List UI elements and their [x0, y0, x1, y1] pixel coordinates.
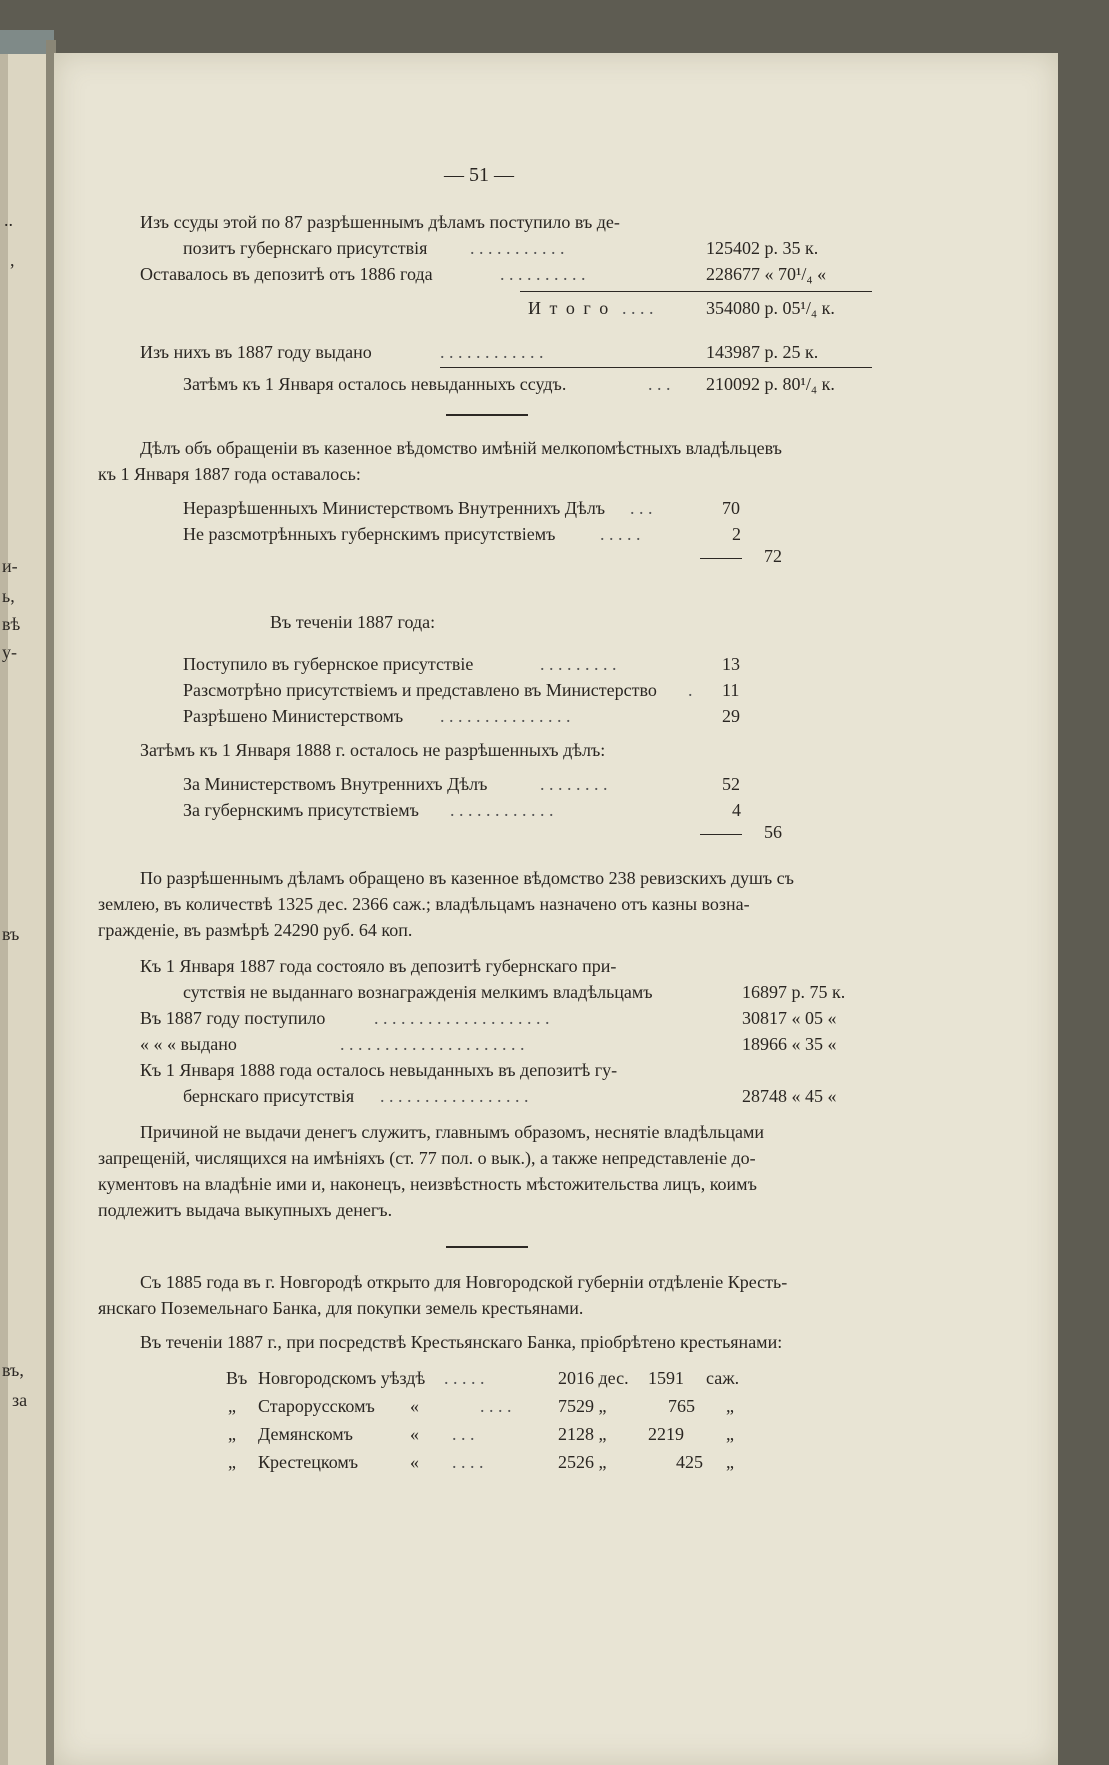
section-divider [446, 414, 528, 416]
row-ditto: « [410, 1452, 419, 1472]
cases-row-2: Не разсмотрѣнныхъ губернскимъ присутствіемъ [183, 524, 556, 544]
row-prefix: „ [228, 1396, 236, 1416]
sum-rule [520, 291, 872, 292]
row-ditto: « [410, 1396, 419, 1416]
para2-line-3: кументовъ на владѣніе ими и, наконецъ, неизвѣстность мѣстожительства лицъ, коимъ [98, 1174, 757, 1194]
deposit-line-1: Изъ ссуды этой по 87 разрѣшеннымъ дѣламъ поступило въ де- [140, 212, 620, 232]
para2-line-2: запрещеній, числящихся на имѣніяхъ (ст. 77 пол. о вык.), а также непредставленіе до- [98, 1148, 756, 1168]
dot-leader: . . . [648, 374, 671, 394]
cases-row-6: За Министерствомъ Внутреннихъ Дѣлъ [183, 774, 488, 794]
bank-line-3: Въ теченіи 1887 г., при посредствѣ Крестьянскаго Банка, пріобрѣтено крестьянами: [140, 1332, 783, 1352]
row-prefix: „ [228, 1452, 236, 1472]
row-ditto: « [410, 1424, 419, 1444]
row-desyatiny: 2016 дес. [558, 1368, 629, 1388]
cases-row-1: Неразрѣшенныхъ Министерствомъ Внутреннихъ Дѣлъ [183, 498, 606, 518]
dot-leader: . . . . . [600, 524, 641, 544]
para1-line-3: гражденіе, въ размѣрѣ 24290 руб. 64 коп. [98, 920, 413, 940]
cases-row-1-value: 70 [722, 498, 740, 518]
deposit-line-2-value: 125402 р. 35 к. [706, 238, 819, 258]
row-district: Крестецкомъ [258, 1452, 359, 1472]
row-unit: саж. [706, 1368, 740, 1388]
dot-leader: . . . [630, 498, 653, 518]
row-prefix: Въ [226, 1368, 248, 1388]
dot-leader: . . . . [480, 1396, 512, 1416]
dot-leader: . . . . . . . . . . . . [440, 342, 544, 362]
dot-leader: . . . . . . . . . . . . [450, 800, 554, 820]
row-unit: „ [726, 1452, 734, 1472]
deposit-line-2: позитъ губернскаго присутствія [183, 238, 428, 258]
reward-line-3: Въ 1887 году поступило [140, 1008, 326, 1028]
cases-row-5: Разрѣшено Министерствомъ [183, 706, 404, 726]
left-fragment: , [10, 250, 15, 270]
cases-intro-1: Дѣлъ объ обращеніи въ казенное вѣдомство имѣній мелкопомѣстныхъ владѣльцевъ [140, 438, 782, 458]
left-fragment: въ [2, 924, 20, 944]
deposit-line-3: Оставалось въ депозитѣ отъ 1886 года [140, 264, 433, 284]
reward-line-1: Къ 1 Января 1887 года состояло въ депозитѣ губернскаго при- [140, 956, 617, 976]
left-fragment: и- [2, 556, 18, 576]
row-prefix: „ [228, 1424, 236, 1444]
reward-line-6: бернскаго присутствія [183, 1086, 355, 1106]
dot-leader: . . . . [452, 1452, 484, 1472]
left-fragment: вѣ [2, 614, 21, 634]
sum-rule [700, 558, 742, 559]
cases-row-5-value: 29 [722, 706, 740, 726]
row-unit: „ [726, 1424, 734, 1444]
row-district: Старорусскомъ [258, 1396, 375, 1416]
row-sazheni: 765 [668, 1396, 695, 1416]
sum-rule [700, 834, 742, 835]
bank-line-2: янскаго Поземельнаго Банка, для покупки земель крестьянами. [98, 1298, 584, 1318]
row-sazheni: 2219 [648, 1424, 684, 1444]
dot-leader: . . . . . . . . . . [500, 264, 586, 284]
left-fragment: за [12, 1390, 28, 1410]
row-district: Демянскомъ [258, 1424, 353, 1444]
reward-line-2-value: 16897 р. 75 к. [742, 982, 846, 1002]
para1-line-2: землею, въ количествѣ 1325 дес. 2366 саж.; владѣльцамъ назначено отъ казны возна- [98, 894, 750, 914]
cases-row-6-value: 52 [722, 774, 740, 794]
deposit-line-3-value: 228677 « 70¹/₄ « [706, 264, 827, 284]
reward-line-2: сутствія не выданнаго вознагражденія мелкимъ владѣльцамъ [183, 982, 653, 1002]
dot-leader: . . . . . . . . . [540, 654, 617, 674]
dot-leader: . [688, 680, 693, 700]
total-label: И т о г о [528, 298, 611, 318]
reward-line-4: « « « выдано [140, 1034, 237, 1054]
dot-leader: . . . . . . . . . . . . . . . . . [380, 1086, 529, 1106]
reward-line-5: Къ 1 Января 1888 года осталось невыданныхъ въ депозитѣ гу- [140, 1060, 618, 1080]
deposit-line-4-value: 143987 р. 25 к. [706, 342, 819, 362]
row-district: Новгородскомъ уѣздѣ [258, 1368, 426, 1388]
dot-leader: . . . . . . . . . . . . . . . . . . . . [374, 1008, 550, 1028]
dot-leader: . . . . . . . . . . . . . . . . . . . . . [340, 1034, 525, 1054]
dot-leader: . . . . [622, 298, 654, 318]
left-fragment: въ, [2, 1360, 24, 1380]
reward-line-3-value: 30817 « 05 « [742, 1008, 837, 1028]
left-fragment: у- [2, 642, 17, 662]
cases-row-4: Разсмотрѣно присутствіемъ и представлено въ Министерство [183, 680, 657, 700]
deposit-line-5: Затѣмъ къ 1 Января осталось невыданныхъ ссудъ. [183, 374, 567, 394]
cases-row-3: Поступило въ губернское присутствіе [183, 654, 474, 674]
dot-leader: . . . [452, 1424, 475, 1444]
para1-line-1: По разрѣшеннымъ дѣламъ обращено въ казенное вѣдомство 238 ревизскихъ душъ съ [140, 868, 794, 888]
row-sazheni: 1591 [648, 1368, 684, 1388]
dot-leader: . . . . . . . . [540, 774, 608, 794]
cases-row-4-value: 11 [722, 680, 740, 700]
section-divider [446, 1246, 528, 1248]
cases-row-7-value: 4 [732, 800, 741, 820]
row-desyatiny: 7529 „ [558, 1396, 607, 1416]
left-fragment: ь, [2, 586, 15, 606]
reward-line-4-value: 18966 « 35 « [742, 1034, 837, 1054]
para2-line-1: Причиной не выдачи денегъ служитъ, главнымъ образомъ, неснятіе владѣльцами [140, 1122, 765, 1142]
cases-row-3-value: 13 [722, 654, 740, 674]
cases-row-2-value: 2 [732, 524, 741, 544]
reward-line-6-value: 28748 « 45 « [742, 1086, 837, 1106]
cases-then: Затѣмъ къ 1 Января 1888 г. осталось не разрѣшенныхъ дѣлъ: [140, 740, 606, 760]
page-number: — 51 — [444, 164, 514, 186]
dot-leader: . . . . . . . . . . . [470, 238, 565, 258]
dot-leader: . . . . . [444, 1368, 485, 1388]
total-value: 354080 р. 05¹/₄ к. [706, 298, 835, 318]
cases-row-7: За губернскимъ присутствіемъ [183, 800, 419, 820]
deposit-line-5-value: 210092 р. 80¹/₄ к. [706, 374, 835, 394]
para2-line-4: подлежитъ выдача выкупныхъ денегъ. [98, 1200, 393, 1220]
row-desyatiny: 2526 „ [558, 1452, 607, 1472]
during-heading: Въ теченіи 1887 года: [270, 612, 436, 632]
cases-intro-2: къ 1 Января 1887 года оставалось: [98, 464, 361, 484]
row-unit: „ [726, 1396, 734, 1416]
dot-leader: . . . . . . . . . . . . . . . [440, 706, 571, 726]
sum-rule [440, 367, 872, 368]
row-sazheni: 425 [676, 1452, 703, 1472]
deposit-line-4: Изъ нихъ въ 1887 году выдано [140, 342, 372, 362]
cases-sum-1: 72 [764, 546, 782, 566]
row-desyatiny: 2128 „ [558, 1424, 607, 1444]
bank-line-1: Съ 1885 года въ г. Новгородѣ открыто для Новгородской губерніи отдѣленіе Кресть- [140, 1272, 788, 1292]
left-fragment: .. [4, 210, 13, 230]
cases-sum-2: 56 [764, 822, 782, 842]
